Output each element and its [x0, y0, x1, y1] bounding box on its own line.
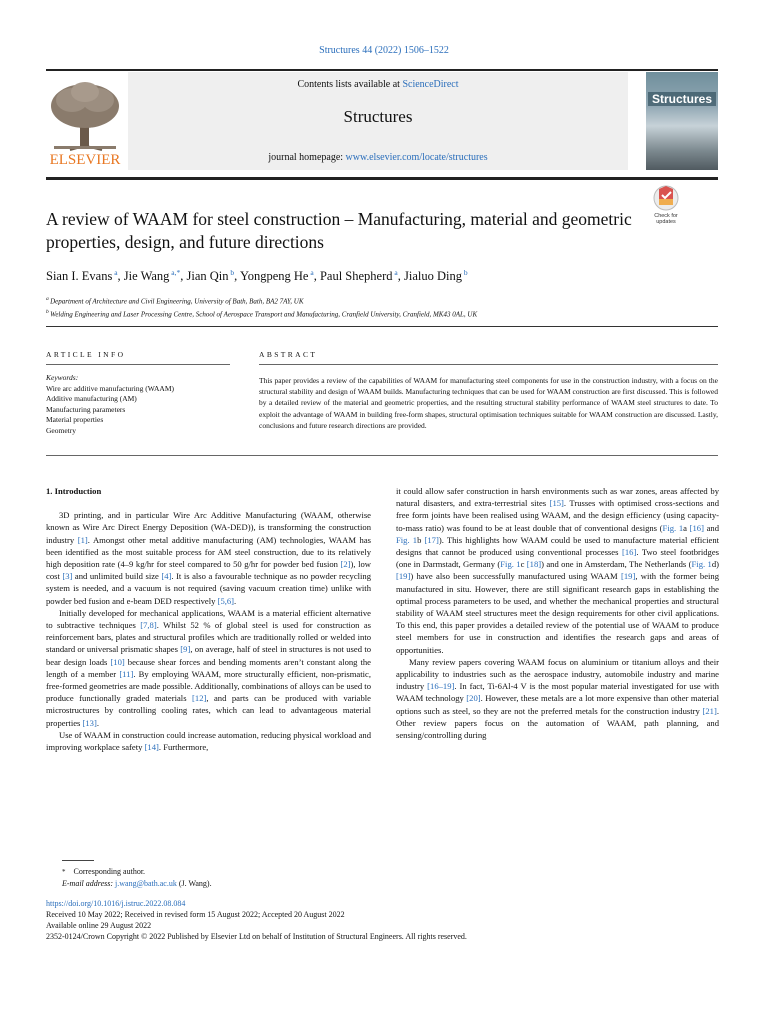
author[interactable]	[46, 269, 118, 283]
author[interactable]	[124, 269, 180, 283]
email-label: E-mail address:	[62, 879, 114, 888]
paragraph: Use of WAAM in construction could increase automation, reducing physical workload and improving workplace safety [14]. Furthermore,	[46, 729, 372, 753]
crossmark-label: Check for updates	[654, 213, 678, 225]
footnotes	[62, 866, 562, 890]
citation-link[interactable]: [19]	[396, 571, 411, 582]
citation-link[interactable]: [14]	[144, 742, 159, 753]
email-suffix: (J. Wang).	[176, 879, 212, 888]
elsevier-wordmark: ELSEVIER	[49, 152, 121, 168]
article-title: A review of WAAM for steel construction – Manufacturing, material and geometric properties, design, and future directions	[46, 209, 632, 252]
abstract-text: This paper provides a review of the capabilities of WAAM for manufacturing steel components for use in the construction industry, with a focus on the structural stability and design of WAAM builds. Manufacturing techniques that can be used for WAAM construction are first discussed. This is followed by a detailed review of the material and geometric properties, and the resulting structural stability performance of WAAM steel structures to date. To exploit the advantage of WAAM in building free-form shapes, structural optimisation techniques suitable for WAAM construction are discussed. Lastly, conclusions and future research directions are provided.	[259, 376, 718, 430]
keyword: Additive manufacturing (AM)	[46, 394, 137, 403]
footnote-rule	[62, 860, 94, 861]
keyword: Manufacturing parameters	[46, 404, 126, 414]
citation-link[interactable]: [13]	[82, 717, 97, 728]
citation-link[interactable]: Fig. 1	[662, 522, 684, 533]
elsevier-tree-icon	[40, 76, 130, 168]
affiliations	[46, 294, 726, 321]
article-metadata	[46, 898, 726, 942]
corresponding-author-text: Corresponding author.	[73, 867, 146, 876]
citation-link[interactable]: Fig. 1	[500, 559, 521, 570]
cover-title: Structures	[648, 92, 716, 106]
body-column-left	[46, 485, 371, 753]
doi-link[interactable]: https://doi.org/10.1016/j.istruc.2022.08.084	[46, 899, 186, 908]
received-dates: Received 10 May 2022; Received in revised form 15 August 2022; Accepted 20 August 2022	[46, 910, 345, 919]
citation-link[interactable]: [16]	[621, 547, 637, 558]
affiliation-text: Department of Architecture and Civil Engineering, University of Bath, Bath, BA2 7AY, UK	[50, 297, 304, 306]
affiliation	[46, 307, 726, 320]
elsevier-logo[interactable]	[40, 76, 130, 168]
citation-link[interactable]: [9]	[180, 644, 191, 655]
sciencedirect-link[interactable]: ScienceDirect	[402, 79, 459, 90]
citation-link[interactable]: [4]	[161, 571, 172, 582]
header-top-rule	[46, 69, 718, 71]
author-name: Sian I. Evans	[46, 269, 113, 284]
citation-link[interactable]: Fig. 1	[691, 559, 712, 570]
paragraph: it could allow safer construction in harsh environments such as war zones, areas affected by natural disasters, and extra-terrestrial sites [15]. Trusses with optimised cross-sections and free form joints have been realised using WAAM, and the design efficiency (using capacity-to-mass ratio) was found to be at least double that of conventional designs (Fig. 1a [16] and Fig. 1b [17]). This highlights how WAAM could be used to manufacture material efficient designs that cannot be produced using conventional processes [16]. Two steel footbridges (one in Darmstadt, Germany (Fig. 1c [18]) and one in Amsterdam, The Netherlands (Fig. 1d) [19]) have also been successfully manufactured using WAAM [19], with the former being manufactured in situ. However, there are still significant research gaps in establishing the optimal process parameters to be used, and whether the mechanical properties and structural stability of WAAM steel structures meet the design requirements for other civil applications. To this end, this paper provides a detailed review of the potential use of WAAM to produce steel members for use in construction and identifies the research gaps and areas of opportunities.	[396, 486, 720, 655]
abstract-rule	[259, 364, 718, 365]
header-bottom-rule	[46, 177, 718, 180]
author-name: Yongpeng He	[239, 269, 309, 284]
citation-link[interactable]: [11]	[119, 668, 134, 679]
corresponding-author-note	[62, 866, 562, 878]
contents-prefix: Contents lists available at	[297, 79, 403, 90]
available-online: Available online 29 August 2022	[46, 921, 152, 930]
author-name: Jie Wang	[123, 269, 170, 284]
abstract-bottom-rule	[46, 455, 718, 456]
paragraph: 3D printing, and in particular Wire Arc Additive Manufacturing (WAAM, otherwise known as Wire Arc Direct Energy Deposition (WA-DED)), is transforming the construction industry [1]. Amongst other metal additive manufacturing (AM) technologies, WAAM has been identified as the most suitable process for AM steel construction, due to its relatively high deposition rate (4–9 kg/hr for steel compared to 50 g/hr for powder bed fusion [2]), low cost [3] and unlimited build size [4]. It is also a favourable technique as no powder recycling system is needed, and a vacuum is not required (saving vacuum creation time) unlike with powder bed fusion and e-beam DED respectively [5,6].	[46, 510, 372, 606]
author[interactable]	[240, 269, 314, 283]
citation-link[interactable]: [18]	[526, 559, 542, 570]
citation-link[interactable]: [5,6]	[217, 595, 235, 606]
keywords-label: Keywords:	[46, 373, 79, 382]
citation-link[interactable]: [15]	[549, 498, 564, 509]
article-info-rule	[46, 364, 230, 365]
citation-link[interactable]: [12]	[192, 693, 207, 704]
citation-link[interactable]: [21]	[702, 705, 717, 716]
citation-link[interactable]: [1]	[77, 534, 88, 545]
author[interactable]	[320, 269, 398, 283]
author-name: Jian Qin	[186, 269, 229, 284]
keyword: Geometry	[46, 425, 76, 435]
author-name: Paul Shepherd	[319, 269, 393, 284]
author-affiliation-mark[interactable]: b	[461, 268, 468, 277]
author-affiliation-mark[interactable]: a,*	[169, 268, 181, 277]
citation-link[interactable]: [3]	[62, 571, 73, 582]
affiliation	[46, 294, 726, 307]
author[interactable]	[404, 269, 468, 283]
author-list: Sian I. Evans $^a$, Jie Wang $^{a,*}$, Jian Qin $^b$, Yongpeng He $^a$, Paul Shepherd $^a$, Jialuo Ding $^b$	[46, 268, 468, 284]
crossmark-icon	[646, 185, 686, 213]
citation-link[interactable]: [17]	[424, 534, 439, 545]
author-affiliation-mark[interactable]: b	[228, 268, 235, 277]
citation-link[interactable]: [16–19]	[427, 681, 455, 692]
body-column-right	[396, 485, 719, 741]
journal-reference-link[interactable]: Structures 44 (2022) 1506–1522	[319, 45, 449, 56]
citation-link[interactable]: [19]	[620, 571, 636, 582]
contents-line	[128, 79, 628, 90]
keyword: Material properties	[46, 415, 104, 424]
copyright-line: 2352-0124/Crown Copyright © 2022 Published by Elsevier Ltd on behalf of Institution of Structural Engineers. All rights reserved.	[46, 932, 467, 941]
footnote-mark: *	[62, 868, 66, 876]
citation-link[interactable]: [7,8]	[140, 620, 157, 631]
journal-cover-thumbnail[interactable]	[646, 72, 718, 170]
keywords-list	[46, 384, 236, 437]
article-info-heading: ARTICLE INFO	[46, 350, 126, 359]
email-link[interactable]: j.wang@bath.ac.uk	[115, 879, 177, 888]
journal-name: Structures	[343, 107, 413, 126]
email-note	[62, 878, 562, 890]
paragraph: Initially developed for mechanical applications, WAAM is a material efficient alternative to subtractive techniques [7,8]. Whilst 52 % of global steel is used for construction as reinforcement bars, plates and structural profiles which are traditionally rolled or welded into standard or universal prismatic shapes [9], on average, half of steel in structures is not used to bear design loads [10] because shear forces and bending moments aren’t constant along the length of a member [11]. By employing WAAM, more structurally efficient, non-prismatic, free-formed geometries are made possible. Additionally, combinations of alloys can be used to produce functionally graded materials [12], and parts can be produced with variable microstructures by controlling cooling rates, which can lead to advantageous material properties [13].	[46, 607, 372, 728]
affiliation-mark: b	[46, 309, 51, 316]
homepage-line	[128, 152, 628, 163]
keywords-block	[46, 373, 236, 436]
author-affiliation-mark[interactable]: a	[308, 268, 314, 277]
citation-link[interactable]: [2]	[340, 559, 351, 570]
author-name: Jialuo Ding	[403, 269, 462, 284]
paragraph: Many review papers covering WAAM focus on aluminium or titanium alloys and their applicability to industries such as the aerospace industry, automobile industry and marine industry [16–19]. In fact, Ti-6Al-4 V is the most popular material investigated for use with WAAM technology [20]. However, these metals are a lot more expensive than other material options such as steel, so they are not the preferred metals for the construction industry [21]. Other review papers focus on the automation of WAAM, path planning, and sensing/controlling during	[396, 656, 719, 741]
citation-link[interactable]: Fig. 1	[396, 534, 418, 545]
author-affiliation-mark[interactable]: a	[112, 268, 118, 277]
affiliation-text: Welding Engineering and Laser Processing Centre, School of Aerospace Transport and Manufacturing, Cranfield University, Cranfield, MK43 0AL, UK	[50, 310, 478, 319]
author-affiliation-mark[interactable]: a	[392, 268, 398, 277]
homepage-prefix: journal homepage:	[268, 152, 346, 163]
homepage-link[interactable]: www.elsevier.com/locate/structures	[345, 152, 488, 163]
abstract-heading: ABSTRACT	[259, 350, 318, 359]
affiliations-rule	[46, 326, 718, 327]
affiliation-mark: a	[46, 296, 51, 302]
citation-link[interactable]: [10]	[110, 656, 125, 667]
section-heading-introduction: 1. Introduction	[46, 486, 102, 496]
author[interactable]	[187, 269, 235, 283]
citation-link[interactable]: [20]	[466, 693, 481, 704]
keyword: Wire arc additive manufacturing (WAAM)	[46, 383, 174, 393]
citation-link[interactable]: [16]	[689, 522, 704, 533]
